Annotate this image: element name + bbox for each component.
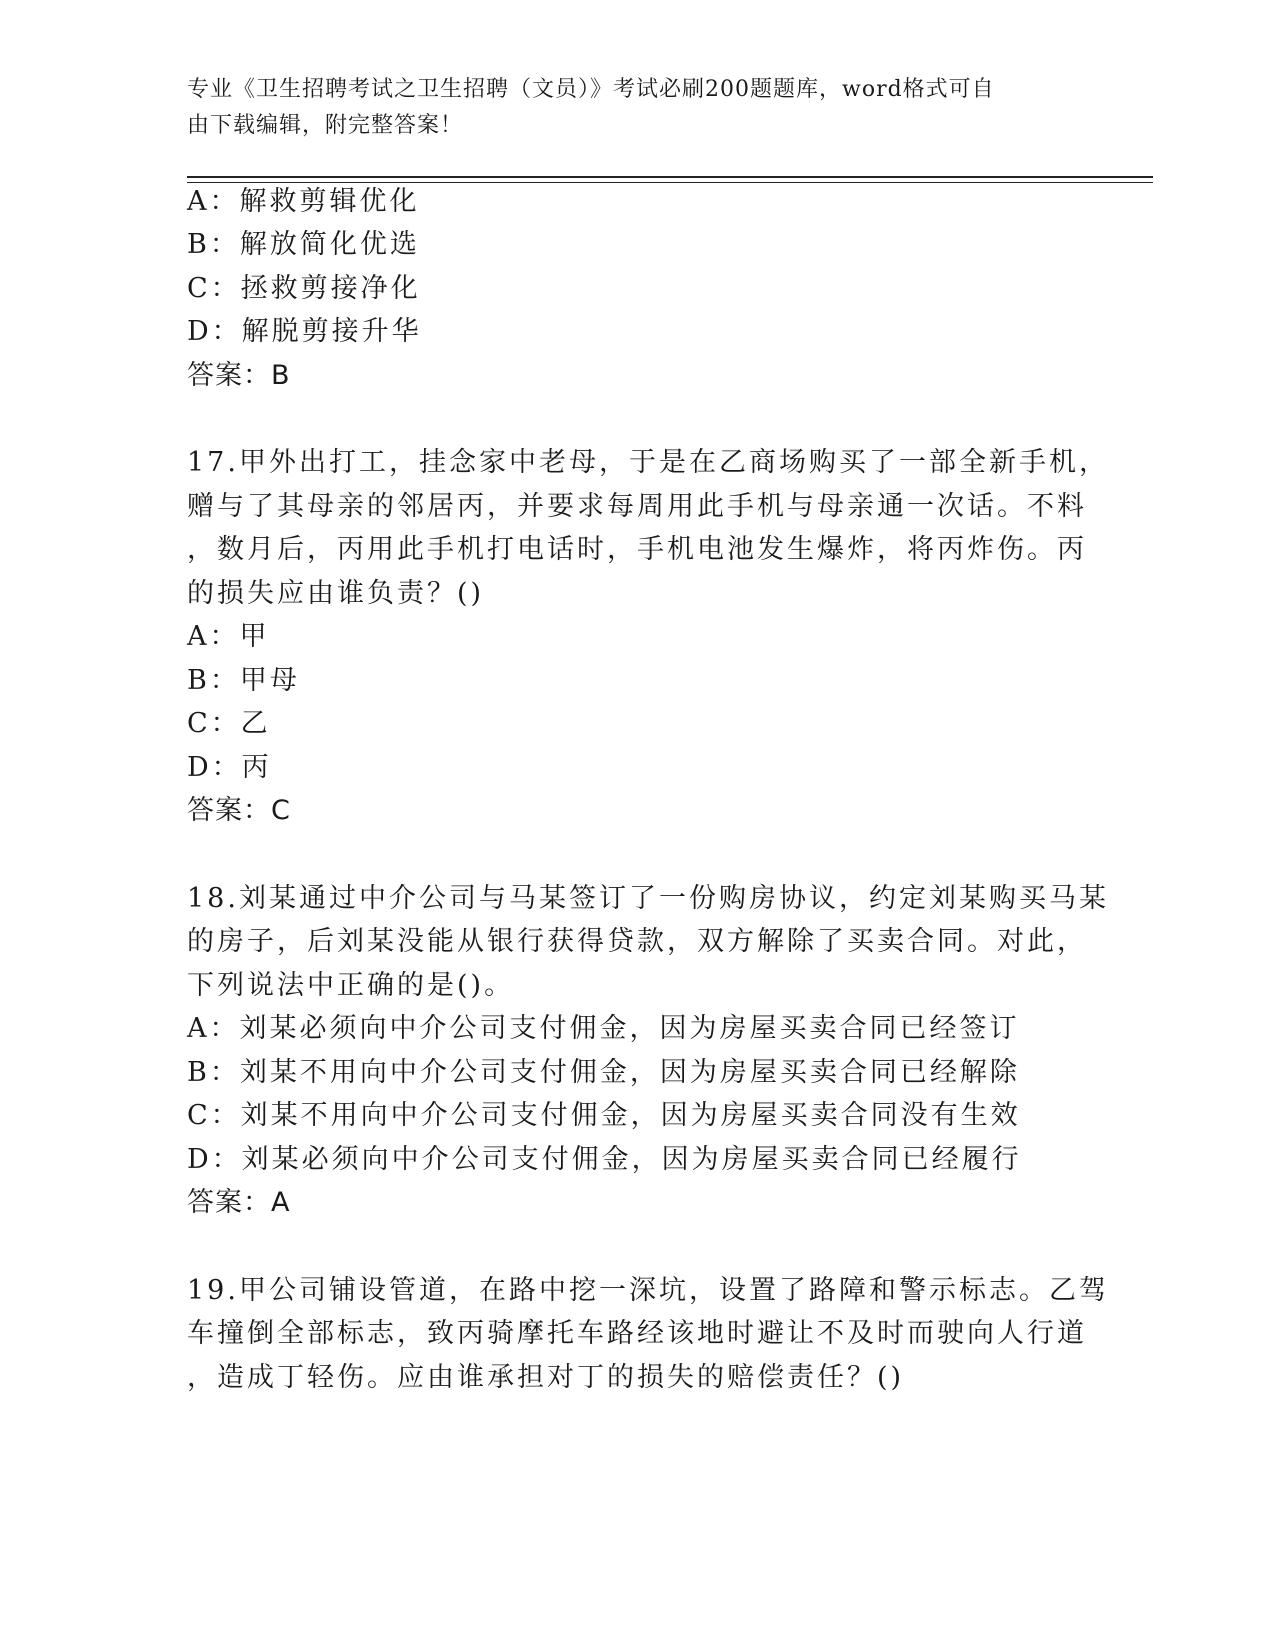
header-line-1: 专业《卫生招聘考试之卫生招聘（文员）》考试必刷200题题库，word格式可自 bbox=[187, 77, 995, 102]
q18-stem-line: 下列说法中正确的是()。 bbox=[187, 970, 515, 1001]
q16-option-a: A：解救剪辑优化 bbox=[187, 186, 420, 217]
q16-option-c: C：拯救剪接净化 bbox=[187, 273, 421, 304]
q19-stem-line: 车撞倒全部标志，致丙骑摩托车路经该地时避让不及时而驶向人行道 bbox=[187, 1318, 1087, 1349]
q18-stem-line: 的房子，后刘某没能从银行获得贷款，双方解除了买卖合同。对此， bbox=[187, 926, 1087, 957]
q17-stem-line: ，数月后，丙用此手机打电话时，手机电池发生爆炸，将丙炸伤。丙 bbox=[187, 534, 1087, 565]
q17-option-c: C：乙 bbox=[187, 708, 271, 739]
q17-option-b: B：甲母 bbox=[187, 665, 300, 696]
q18-answer: 答案：A bbox=[187, 1187, 291, 1218]
q17-stem-line: 的损失应由谁负责？() bbox=[187, 578, 485, 609]
q19-stem-line: 19.甲公司铺设管道，在路中挖一深坑，设置了路障和警示标志。乙驾 bbox=[187, 1275, 1109, 1306]
q17-answer: 答案：C bbox=[187, 795, 291, 826]
document-header bbox=[187, 72, 1067, 144]
q18-option-c: C：刘某不用向中介公司支付佣金，因为房屋买卖合同没有生效 bbox=[187, 1100, 1021, 1131]
q18-option-a: A：刘某必须向中介公司支付佣金，因为房屋买卖合同已经签订 bbox=[187, 1013, 1020, 1044]
q18-option-d: D：刘某必须向中介公司支付佣金，因为房屋买卖合同已经履行 bbox=[187, 1144, 1022, 1175]
q16-option-d: D：解脱剪接升华 bbox=[187, 316, 422, 347]
q16-option-b: B：解放简化优选 bbox=[187, 229, 420, 260]
q16-answer: 答案：B bbox=[187, 360, 291, 391]
q17-stem-line: 17.甲外出打工，挂念家中老母，于是在乙商场购买了一部全新手机， bbox=[187, 447, 1109, 478]
q17-option-d: D：丙 bbox=[187, 752, 272, 783]
q18-stem-line: 18.刘某通过中介公司与马某签订了一份购房协议，约定刘某购买马某 bbox=[187, 883, 1109, 914]
q19-stem-line: ，造成丁轻伤。应由谁承担对丁的损失的赔偿责任？() bbox=[187, 1362, 905, 1393]
q17-option-a: A：甲 bbox=[187, 621, 270, 652]
q18-option-b: B：刘某不用向中介公司支付佣金，因为房屋买卖合同已经解除 bbox=[187, 1057, 1020, 1088]
header-rule bbox=[187, 176, 1153, 178]
header-line-2: 由下载编辑，附完整答案！ bbox=[187, 113, 464, 138]
q17-stem-line: 赠与了其母亲的邻居丙，并要求每周用此手机与母亲通一次话。不料 bbox=[187, 491, 1087, 522]
